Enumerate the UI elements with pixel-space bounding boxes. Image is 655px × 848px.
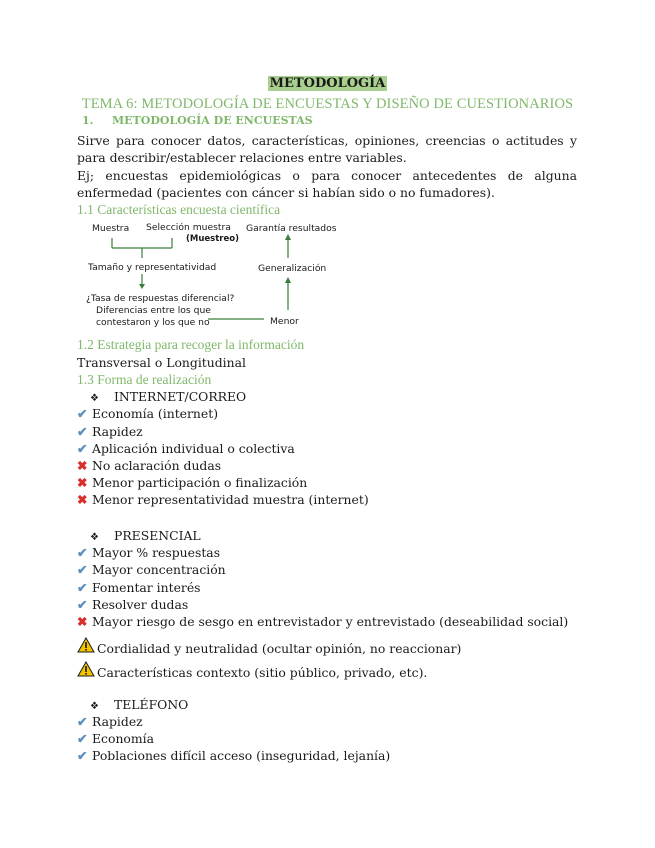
- heading-telefono: [90, 697, 188, 712]
- diamond-bullet-icon: ❖: [90, 393, 99, 404]
- warning-icon: [77, 637, 97, 656]
- check-icon: ✔: [77, 424, 88, 439]
- list-item-text: Rapidez: [92, 424, 143, 439]
- section-heading: [82, 114, 313, 127]
- paragraph-example: Ej; encuestas epidemiológicas o para conocer antecedentes de alguna enfermedad (pacientes con cáncer si habían sido o no fumadores).: [77, 168, 577, 200]
- diamond-bullet-icon: ❖: [90, 701, 99, 712]
- diagram-muestreo: (Muestreo): [186, 234, 239, 244]
- diagram-diferencias: Diferencias entre los que: [96, 305, 211, 316]
- diagram-arrowhead: [285, 234, 291, 240]
- list-item: [77, 748, 390, 763]
- list-item-text: Economía (internet): [92, 406, 219, 421]
- diagram-arrowhead: [139, 284, 145, 289]
- list-item: [77, 424, 143, 439]
- cross-icon: ✖: [77, 492, 88, 507]
- topic-heading: TEMA 6: METODOLOGÍA DE ENCUESTAS Y DISEÑO DE CUESTIONARIOS: [81, 96, 574, 112]
- list-item: [77, 406, 218, 421]
- check-icon: ✔: [77, 597, 88, 612]
- heading-telefono-label: TELÉFONO: [114, 697, 189, 712]
- check-icon: ✔: [77, 748, 88, 763]
- check-icon: ✔: [77, 562, 88, 577]
- list-item: [77, 731, 154, 746]
- cross-icon: ✖: [77, 475, 88, 490]
- list-item: [77, 597, 188, 612]
- list-item: [77, 562, 226, 577]
- list-item-text: Menor participación o finalización: [92, 475, 308, 490]
- diagram-muestra: Muestra: [92, 223, 130, 234]
- heading-presencial-label: PRESENCIAL: [114, 528, 201, 543]
- warning-text: Cordialidad y neutralidad (ocultar opinión, no reaccionar): [97, 641, 462, 656]
- diagram-menor: Menor: [270, 316, 299, 327]
- check-icon: ✔: [77, 731, 88, 746]
- diagram-generalizacion: Generalización: [258, 263, 327, 274]
- check-icon: ✔: [77, 406, 88, 421]
- heading-internet-label: INTERNET/CORREO: [114, 389, 247, 404]
- list-item-text: Poblaciones difícil acceso (inseguridad, lejanía): [92, 748, 391, 763]
- list-item-text: Mayor % respuestas: [92, 545, 221, 560]
- list-item-text: Rapidez: [92, 714, 143, 729]
- check-icon: ✔: [77, 545, 88, 560]
- list-item: [77, 580, 201, 595]
- list-item: [77, 492, 369, 507]
- list-item: [77, 614, 568, 629]
- main-title: METODOLOGÍA: [269, 76, 386, 91]
- list-item-text: Menor representatividad muestra (internet): [92, 492, 369, 507]
- subheading-estrategia: 1.2 Estrategia para recoger la información: [77, 337, 305, 352]
- subheading-caracteristicas: 1.1 Características encuesta científica: [77, 202, 281, 217]
- warning-icon: [77, 661, 97, 680]
- section-number: 1.: [82, 114, 94, 127]
- diagram-seleccion: Selección muestra: [146, 222, 231, 233]
- subheading-forma: 1.3 Forma de realización: [77, 372, 212, 387]
- list-item-text: Resolver dudas: [92, 597, 189, 612]
- paragraph-definition: Sirve para conocer datos, características, opiniones, creencias o actitudes y para describir/establecer relaciones entre variables.: [77, 133, 577, 165]
- list-item-text: Mayor riesgo de sesgo en entrevistador y entrevistado (deseabilidad social): [92, 614, 569, 629]
- heading-internet: [90, 389, 246, 404]
- warning-item: [77, 661, 427, 680]
- diagram-arrowhead: [285, 277, 291, 283]
- diagram-tasa: ¿Tasa de respuestas diferencial?: [86, 293, 235, 304]
- survey-diagram: [82, 218, 362, 336]
- cross-icon: ✖: [77, 458, 88, 473]
- diagram-contestaron: contestaron y los que no: [96, 317, 210, 328]
- cross-icon: ✖: [77, 614, 88, 629]
- list-item-text: Mayor concentración: [92, 562, 226, 577]
- diagram-tamano: Tamaño y representatividad: [88, 262, 217, 273]
- diamond-bullet-icon: ❖: [90, 532, 99, 543]
- list-item: [77, 545, 220, 560]
- heading-presencial: [90, 528, 201, 543]
- list-item-text: No aclaración dudas: [92, 458, 222, 473]
- section-label: METODOLOGÍA DE ENCUESTAS: [112, 114, 313, 127]
- list-item: [77, 458, 221, 473]
- list-item: [77, 475, 307, 490]
- list-item-text: Aplicación individual o colectiva: [92, 441, 295, 456]
- diagram-garantia: Garantía resultados: [246, 223, 337, 234]
- list-item: [77, 441, 295, 456]
- list-item-text: Economía: [92, 731, 154, 746]
- check-icon: ✔: [77, 441, 88, 456]
- warning-item: [77, 637, 461, 656]
- warning-text: Características contexto (sitio público, privado, etc).: [97, 665, 428, 680]
- check-icon: ✔: [77, 714, 88, 729]
- check-icon: ✔: [77, 580, 88, 595]
- estrategia-value: Transversal o Longitudinal: [77, 355, 246, 370]
- list-item: [77, 714, 143, 729]
- list-item-text: Fomentar interés: [92, 580, 201, 595]
